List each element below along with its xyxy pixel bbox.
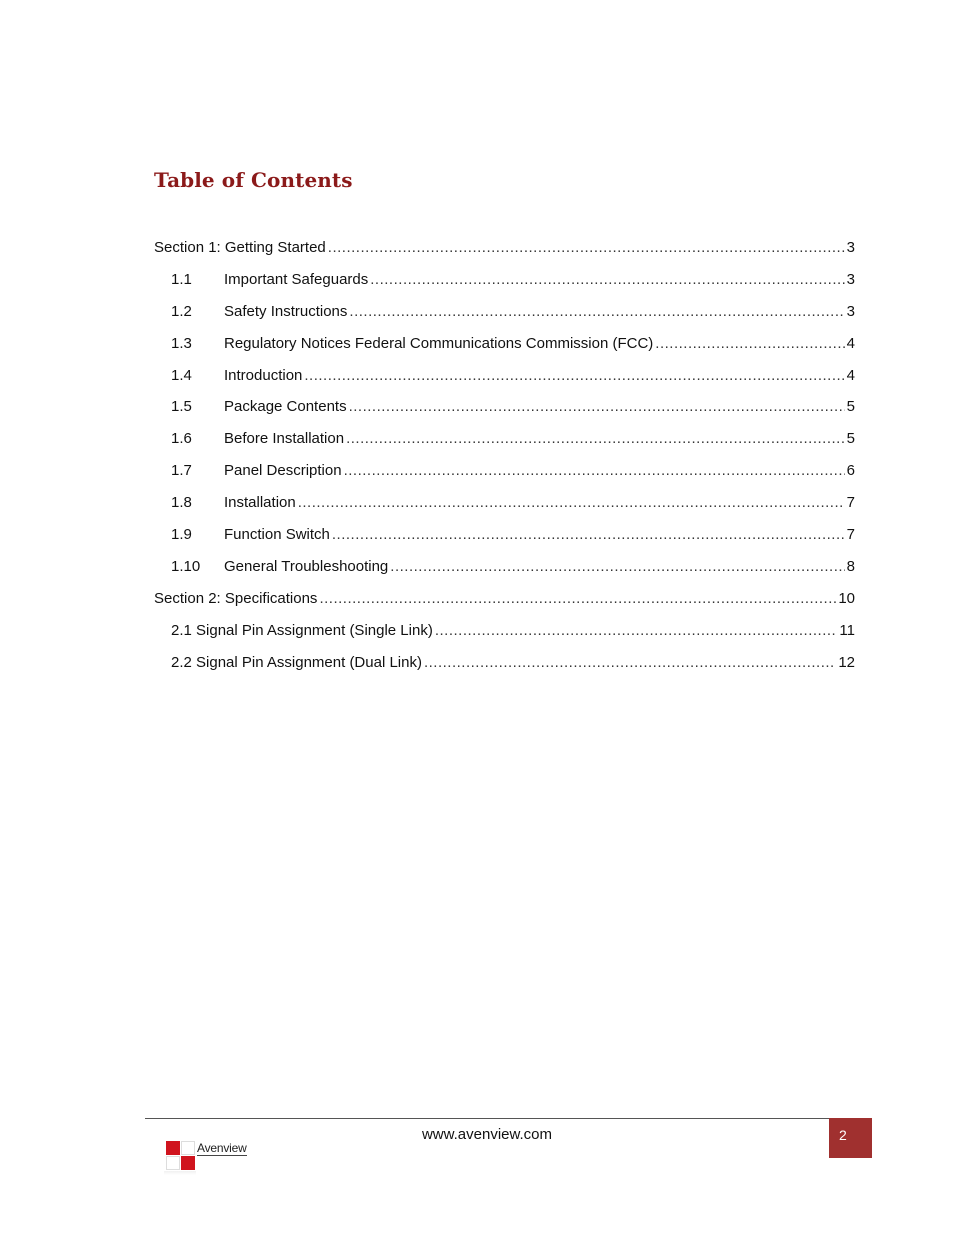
logo-square-white-icon [181, 1141, 195, 1155]
logo-square-white-icon [166, 1156, 180, 1170]
toc-dot-leader [328, 238, 845, 258]
logo-reflection [164, 1171, 196, 1175]
toc-entry-label: Important Safeguards [224, 270, 369, 288]
toc-dot-leader [298, 493, 845, 513]
toc-entry-page: 6 [846, 462, 855, 480]
toc-dot-leader [304, 366, 844, 386]
toc-entry[interactable] [154, 397, 855, 429]
toc-entry[interactable] [154, 493, 855, 525]
toc-entry[interactable] [154, 270, 855, 302]
toc-dot-leader [349, 302, 844, 322]
toc-dot-leader [332, 525, 845, 545]
toc-entry-label: Section 1: Getting Started [154, 239, 326, 256]
toc-entry[interactable] [154, 525, 855, 557]
logo-square-red-icon [181, 1156, 195, 1170]
toc-entry-page: 7 [846, 494, 855, 512]
toc-dot-leader [370, 270, 844, 290]
toc-entry-number: 1.10 [171, 557, 201, 575]
toc-entry[interactable] [154, 366, 855, 398]
toc-entry[interactable] [154, 589, 855, 621]
toc-entry-page: 3 [846, 239, 855, 256]
toc-entry[interactable] [154, 461, 855, 493]
toc-entry-page: 4 [846, 366, 855, 384]
toc-entry[interactable] [154, 429, 855, 461]
toc-entry-page: 3 [846, 270, 855, 288]
toc-entry[interactable] [154, 621, 855, 653]
footer-divider [145, 1118, 829, 1119]
avenview-logo [164, 1140, 264, 1180]
toc-entry-number: 1.1 [171, 270, 192, 288]
toc-entry-label: 2.2 Signal Pin Assignment (Dual Link) [171, 653, 422, 671]
toc-entry[interactable] [154, 302, 855, 334]
toc-entry-page: 5 [846, 430, 855, 448]
toc-entry-page: 8 [846, 557, 855, 575]
toc-entry-label: Safety Instructions [224, 302, 348, 320]
toc-entry-number: 1.3 [171, 334, 192, 352]
toc-dot-leader [319, 589, 836, 609]
toc-dot-leader [655, 334, 844, 354]
toc-entry-number: 1.7 [171, 462, 192, 480]
toc-entry-number: 1.2 [171, 302, 192, 320]
toc-dot-leader [424, 653, 836, 673]
toc-entry-number: 1.8 [171, 494, 192, 512]
toc-title: Table of Contents [154, 168, 353, 192]
toc-entry[interactable] [154, 557, 855, 589]
page-number: 2 [839, 1127, 847, 1143]
toc-entry-label: Introduction [224, 366, 303, 384]
toc-entry-page: 10 [838, 589, 855, 607]
toc-dot-leader [349, 397, 845, 417]
toc-entry-label: Before Installation [224, 430, 345, 448]
toc-entry-label: Installation [224, 494, 296, 512]
toc-entry[interactable] [154, 653, 855, 685]
toc-entry[interactable] [154, 238, 855, 270]
toc-entry-page: 12 [838, 653, 855, 671]
toc-entry-page: 11 [839, 621, 855, 639]
toc-dot-leader [346, 429, 845, 449]
toc-entry-page: 4 [846, 334, 855, 352]
toc-entry-label: Regulatory Notices Federal Communications Commission (FCC) [224, 334, 654, 352]
toc-entry-label: General Troubleshooting [224, 557, 389, 575]
toc-list [154, 238, 855, 684]
footer-url[interactable]: www.avenview.com [421, 1126, 553, 1143]
toc-dot-leader [344, 461, 845, 481]
toc-entry-label: 2.1 Signal Pin Assignment (Single Link) [171, 621, 433, 639]
toc-entry-number: 1.6 [171, 430, 192, 448]
toc-entry-number: 1.9 [171, 526, 192, 544]
toc-entry[interactable] [154, 334, 855, 366]
toc-entry-number: 1.5 [171, 398, 192, 416]
toc-entry-label: Function Switch [224, 526, 330, 544]
toc-entry-page: 3 [846, 302, 855, 320]
toc-dot-leader [435, 621, 838, 641]
logo-text: Avenview [197, 1141, 247, 1155]
toc-entry-label: Panel Description [224, 462, 342, 480]
page-number-badge [829, 1118, 872, 1158]
logo-square-red-icon [166, 1141, 180, 1155]
toc-entry-page: 5 [846, 398, 855, 416]
toc-entry-label: Section 2: Specifications [154, 589, 318, 607]
toc-entry-label: Package Contents [224, 398, 347, 416]
toc-entry-number: 1.4 [171, 366, 192, 384]
toc-entry-page: 7 [846, 526, 855, 544]
toc-dot-leader [390, 557, 844, 577]
